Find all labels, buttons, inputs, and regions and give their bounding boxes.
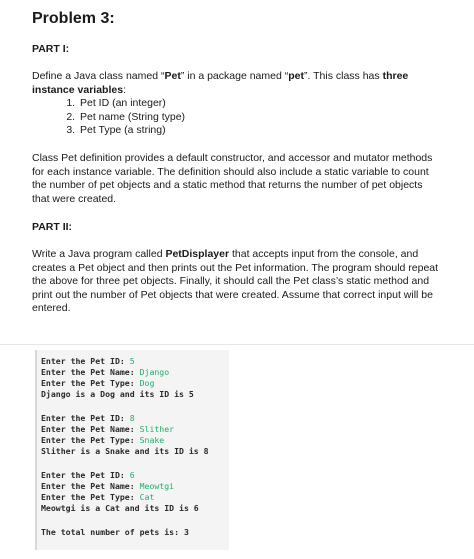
console-line: Enter the Pet Type: Snake <box>41 435 165 445</box>
console-line: Slither is a Snake and its ID is 8 <box>41 446 209 456</box>
console-line: Meowtgi is a Cat and its ID is 6 <box>41 503 199 513</box>
input-value: Dog <box>139 378 155 388</box>
part2-description <box>32 248 442 316</box>
console-line: Enter the Pet ID: 6 <box>41 470 135 480</box>
list-item: 2. Pet name (String type) <box>78 111 185 125</box>
console-line: Enter the Pet ID: 8 <box>41 413 135 423</box>
class-name: Pet <box>164 70 181 82</box>
console-line: Enter the Pet ID: 5 <box>41 356 135 366</box>
input-value: 6 <box>129 470 135 480</box>
input-value: Snake <box>139 435 165 445</box>
instance-variable-list <box>32 97 185 138</box>
console-line: Enter the Pet Name: Slither <box>41 424 175 434</box>
input-value: Slither <box>139 424 175 434</box>
intro-colon: : <box>123 83 126 96</box>
console-line: Enter the Pet Name: Django <box>41 367 170 377</box>
intro-text-pre: Define a Java class named “ <box>32 70 165 82</box>
console-output <box>35 350 229 550</box>
package-name: pet <box>288 70 304 82</box>
input-value: 5 <box>129 356 135 366</box>
console-line: Django is a Dog and its ID is 5 <box>41 389 194 399</box>
intro-text-post: ”. This class has <box>303 70 383 82</box>
part1-heading: PART I: <box>32 43 70 55</box>
part1-description: Class Pet definition provides a default constructor, and accessor and mutator methods for each instance variable. The definition should also include a static variable to count the number of pet objects and a static method that returns the number of pet objects that were created. <box>32 152 433 205</box>
list-item: 1. Pet ID (an integer) <box>78 97 185 111</box>
input-value: Meowtgi <box>139 481 175 491</box>
problem-title: Problem 3: <box>32 10 115 27</box>
page-divider <box>0 344 474 345</box>
input-value: Django <box>139 367 170 377</box>
intro-text-mid: ” in a package named “ <box>180 70 289 82</box>
intro-bold-tail: three instance variables <box>32 70 409 96</box>
console-line: Enter the Pet Type: Cat <box>41 492 155 502</box>
console-line: Enter the Pet Name: Meowtgi <box>41 481 175 491</box>
part2-text-pre: Write a Java program called <box>32 248 166 260</box>
part1-intro <box>32 70 442 97</box>
input-value: Cat <box>139 492 155 502</box>
program-name: PetDisplayer <box>165 248 230 260</box>
console-line: Enter the Pet Type: Dog <box>41 378 155 388</box>
part2-heading: PART II: <box>32 221 73 233</box>
list-item: 3. Pet Type (a string) <box>78 124 185 138</box>
console-total-line: The total number of pets is: 3 <box>41 527 189 537</box>
part2-text-post: that accepts input from the console, and creates a Pet object and then prints out the Pet information. The program should repeat the above for three pet objects. Finally, it should call the Pet class’s static method and print out the number of Pet objects that were created. Assume that correct input will be entered. <box>32 248 439 314</box>
input-value: 8 <box>129 413 135 423</box>
